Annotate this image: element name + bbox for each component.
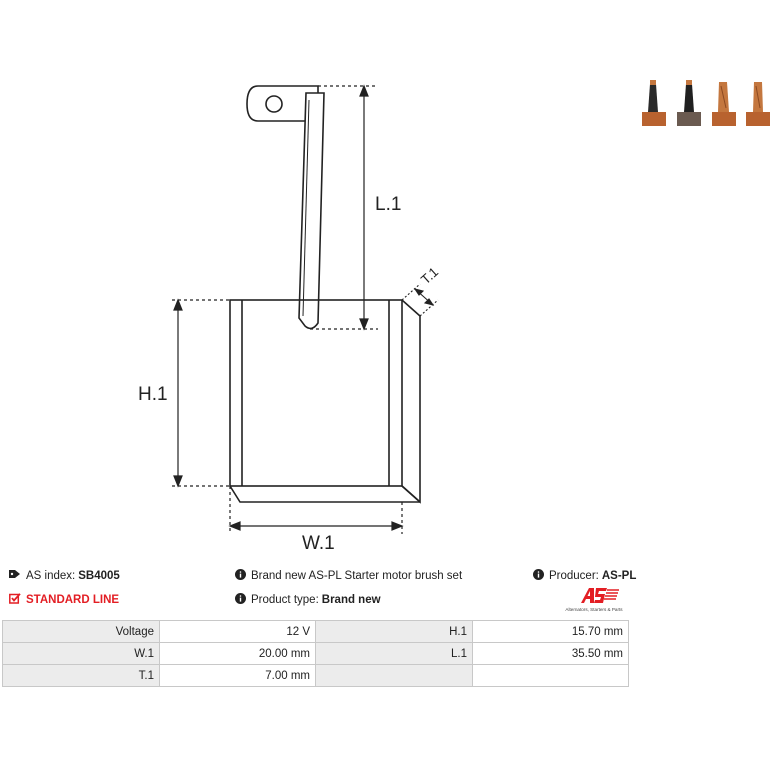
standard-line bbox=[9, 593, 119, 607]
label-l1: L.1 bbox=[375, 194, 402, 215]
dimension-t1 bbox=[402, 284, 438, 316]
label-w1: W.1 bbox=[302, 533, 335, 554]
table-row bbox=[3, 621, 629, 643]
specs-table bbox=[2, 620, 629, 687]
description bbox=[235, 569, 462, 583]
table-row bbox=[3, 665, 629, 687]
as-index bbox=[9, 569, 120, 582]
producer-label: Producer: bbox=[549, 570, 599, 582]
spec-value: 7.00 mm bbox=[160, 665, 316, 687]
spec-label: H.1 bbox=[316, 621, 473, 643]
product-type bbox=[235, 593, 381, 607]
info-icon bbox=[235, 569, 246, 583]
spec-value: 12 V bbox=[160, 621, 316, 643]
spec-value: 20.00 mm bbox=[160, 643, 316, 665]
lead-wire bbox=[299, 93, 324, 328]
spec-label: T.1 bbox=[3, 665, 160, 687]
producer-value: AS-PL bbox=[601, 570, 637, 582]
dimension-h1 bbox=[172, 300, 230, 486]
dimension-w1 bbox=[230, 486, 402, 534]
check-square-icon bbox=[9, 593, 21, 607]
table-row bbox=[3, 643, 629, 665]
spec-value: 15.70 mm bbox=[473, 621, 629, 643]
producer bbox=[533, 569, 636, 583]
info-icon bbox=[533, 569, 544, 583]
product-type-value: Brand new bbox=[321, 594, 381, 606]
standard-line-label: STANDARD LINE bbox=[26, 594, 120, 606]
spec-label bbox=[316, 665, 473, 687]
info-icon bbox=[235, 593, 246, 607]
spec-value: 35.50 mm bbox=[473, 643, 629, 665]
spec-label: Voltage bbox=[3, 621, 160, 643]
as-index-label: AS index: bbox=[26, 569, 76, 582]
spec-label: W.1 bbox=[3, 643, 160, 665]
label-h1: H.1 bbox=[138, 384, 168, 405]
spec-label: L.1 bbox=[316, 643, 473, 665]
as-index-value: SB4005 bbox=[78, 569, 120, 582]
as-pl-logo bbox=[561, 586, 631, 614]
label-t1: T.1 bbox=[417, 264, 442, 288]
brush-photo bbox=[642, 80, 770, 126]
product-type-label: Product type: bbox=[251, 594, 319, 606]
tag-icon bbox=[9, 569, 21, 582]
svg-text:Alternators, Starters & Parts: Alternators, Starters & Parts bbox=[565, 607, 623, 612]
product-info bbox=[0, 562, 640, 618]
description-text: Brand new AS-PL Starter motor brush set bbox=[251, 570, 463, 582]
spec-value bbox=[473, 665, 629, 687]
carbon-block bbox=[230, 300, 420, 502]
